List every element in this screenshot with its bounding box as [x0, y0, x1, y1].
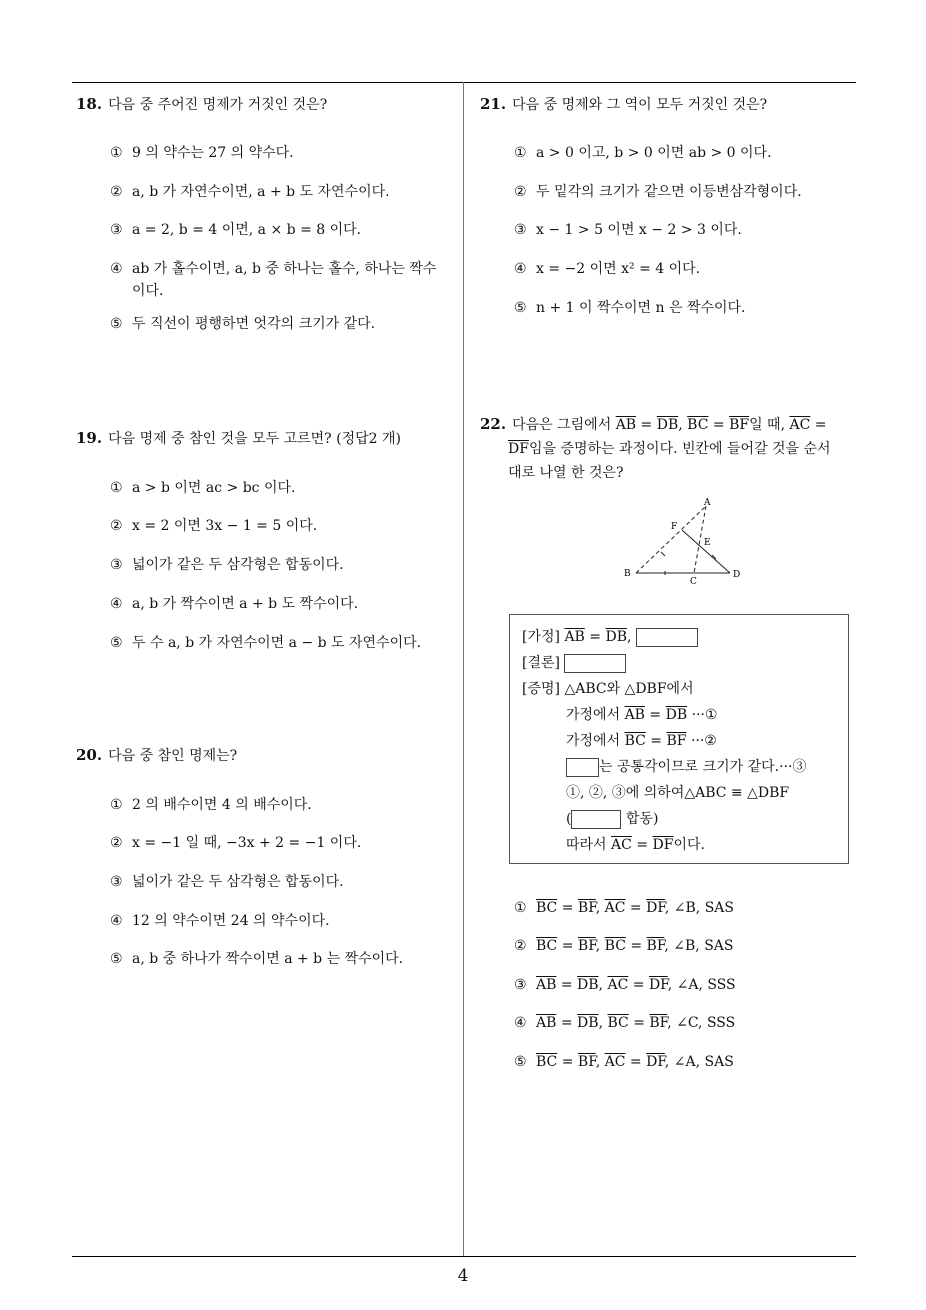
option-number: ② [514, 938, 527, 954]
proof-text: △ABC와 △DBF에서 [564, 681, 694, 697]
option-5[interactable] [514, 297, 746, 319]
option-text: 12 의 약수이면 24 의 약수이다. [132, 913, 330, 929]
option-text: 두 밑각의 크기가 같으면 이등변삼각형이다. [536, 184, 802, 200]
option-4[interactable]: ④ $\overline{AB} = \overline{DB}$, $\overline{BC} = \overline{BF}$, ∠C, SSS [514, 1012, 735, 1034]
option-seg: $\overline{DF}$ [646, 900, 665, 916]
equals: = [629, 1054, 642, 1070]
option-number: ③ [110, 222, 123, 238]
option-text: 두 직선이 평행하면 엇각의 크기가 같다. [132, 316, 376, 332]
option-text: 넓이가 같은 두 삼각형은 합동이다. [132, 874, 344, 890]
segment-db: $\overline{DB}$ [656, 417, 679, 433]
option-5[interactable] [110, 313, 375, 335]
option-number: ③ [514, 222, 527, 238]
option-4[interactable] [514, 258, 700, 280]
option-seg: $\overline{BC}$ [536, 938, 558, 954]
option-seg: $\overline{AC}$ [604, 1054, 626, 1070]
option-text: 넓이가 같은 두 삼각형은 합동이다. [132, 557, 344, 573]
equals: = [636, 837, 649, 853]
question-20-title [76, 745, 237, 767]
page-number: 4 [457, 1266, 469, 1286]
option-1[interactable] [110, 794, 312, 816]
proof-text: 따라서 [566, 837, 607, 853]
option-3[interactable] [514, 219, 742, 241]
equals: = [650, 733, 663, 749]
question-19-title [76, 428, 401, 450]
segment-db: $\overline{DB}$ [665, 707, 688, 723]
option-3[interactable] [110, 871, 344, 893]
option-text: a = 2, b = 4 이면, a × b = 8 이다. [132, 222, 362, 238]
option-seg: $\overline{BF}$ [646, 938, 665, 954]
option-seg: $\overline{BF}$ [577, 900, 596, 916]
vertex-label-d: D [733, 570, 741, 580]
option-number: ① [514, 145, 527, 161]
question-text: 다음 중 명제와 그 역이 모두 거짓인 것은? [512, 97, 768, 113]
option-seg: $\overline{AB}$ [536, 1015, 557, 1031]
option-text: ab 가 홀수이면, a, b 중 하나는 홀수, 하나는 짝수이다. [132, 261, 437, 299]
vertex-label-a: A [704, 498, 711, 508]
option-3[interactable] [110, 554, 344, 576]
proof-text: ( [566, 811, 572, 827]
option-seg: $\overline{BC}$ [607, 1015, 629, 1031]
option-text: a, b 중 하나가 짝수이면 a + b 는 짝수이다. [132, 951, 404, 967]
question-text: 다음 명제 중 참인 것을 모두 고르면? (정답2 개) [108, 431, 401, 447]
segment-df: $\overline{DF}$ [508, 441, 529, 457]
option-text: x = −1 일 때, −3x + 2 = −1 이다. [132, 835, 362, 851]
proof-label: [증명] [522, 681, 560, 697]
option-seg: $\overline{AC}$ [607, 977, 629, 993]
segment-ab: $\overline{AB}$ [624, 707, 645, 723]
question-text: 다음은 그림에서 [512, 417, 612, 433]
question-number: 21. [480, 95, 507, 113]
equals: = [560, 977, 573, 993]
equals: = [561, 938, 574, 954]
option-number: ④ [110, 261, 123, 277]
question-number: 18. [76, 95, 103, 113]
tick-mark [661, 552, 665, 556]
segment-bc: $\overline{BC}$ [624, 733, 646, 749]
option-tail: ∠B, SAS [673, 938, 734, 954]
option-number: ② [514, 184, 527, 200]
option-tail: ∠A, SSS [676, 977, 736, 993]
option-1[interactable] [514, 142, 772, 164]
question-text: 임을 증명하는 과정이다. 빈칸에 들어갈 것을 순서 [528, 441, 831, 457]
segment-bc: $\overline{BC}$ [687, 417, 709, 433]
option-number: ⑤ [110, 635, 123, 651]
option-seg: $\overline{DF}$ [646, 1054, 665, 1070]
segment-bf: $\overline{BF}$ [729, 417, 750, 433]
proof-line-4 [566, 757, 806, 777]
bottom-rule [72, 1256, 856, 1257]
option-seg: $\overline{BC}$ [604, 938, 626, 954]
option-number: ③ [110, 557, 123, 573]
option-number: ⑤ [110, 951, 123, 967]
option-3[interactable]: ③ $\overline{AB} = \overline{DB}$, $\overline{AC} = \overline{DF}$, ∠A, SSS [514, 974, 736, 996]
question-22 [480, 412, 860, 485]
equals: = [649, 707, 662, 723]
question-22-line-1: 22. 다음은 그림에서 $\overline{AB} = \overline{DB}$, $\overline{BC} = \overline{BF}$일 때, $\overline{AC}$ = [480, 415, 827, 433]
option-seg: $\overline{DB}$ [577, 977, 599, 993]
option-text: x = 2 이면 3x − 1 = 5 이다. [132, 518, 318, 534]
option-2[interactable] [110, 181, 390, 203]
option-seg: $\overline{BF}$ [577, 1054, 596, 1070]
vertex-label-b: B [624, 569, 631, 579]
segment-df: $\overline{DF}$ [652, 837, 674, 853]
vertex-label-c: C [690, 577, 697, 586]
proof-conclusion [522, 653, 626, 673]
option-seg: $\overline{AB}$ [536, 977, 557, 993]
proof-line-2 [566, 705, 717, 725]
option-1[interactable]: ① $\overline{BC} = \overline{BF}$, $\overline{AC} = \overline{DF}$, ∠B, SAS [514, 897, 734, 919]
option-2[interactable]: ② $\overline{BC} = \overline{BF}$, $\overline{BC} = \overline{BF}$, ∠B, SAS [514, 935, 734, 957]
option-3[interactable] [110, 219, 361, 241]
option-number: ⑤ [514, 300, 527, 316]
question-22-line-2 [480, 437, 860, 461]
question-number: 22. [480, 415, 507, 433]
proof-text: 이다. [673, 837, 705, 853]
option-text: n + 1 이 짝수이면 n 은 짝수이다. [536, 300, 746, 316]
proof-text: 가정에서 [566, 733, 621, 749]
blank-box[interactable] [636, 628, 698, 647]
segment-bf: $\overline{BF}$ [666, 733, 687, 749]
question-18 [76, 94, 327, 116]
option-number: ④ [110, 596, 123, 612]
option-number: ② [110, 835, 123, 851]
option-number: ④ [110, 913, 123, 929]
question-text: 다음 중 주어진 명제가 거짓인 것은? [108, 97, 328, 113]
option-number: ① [514, 900, 527, 916]
option-number: ④ [514, 1015, 527, 1031]
option-seg: $\overline{BC}$ [536, 900, 558, 916]
option-seg: $\overline{BF}$ [649, 1015, 668, 1031]
option-text: x = −2 이면 x² = 4 이다. [536, 261, 701, 277]
hypothesis-label: [가정] [522, 629, 560, 645]
option-seg: $\overline{BF}$ [577, 938, 596, 954]
proof-box [509, 614, 849, 864]
option-seg: $\overline{AC}$ [604, 900, 626, 916]
option-number: ① [110, 480, 123, 496]
option-number: ① [110, 797, 123, 813]
option-2[interactable] [514, 181, 802, 203]
option-seg: $\overline{DB}$ [577, 1015, 599, 1031]
proof-line-5 [566, 783, 789, 803]
option-1[interactable] [110, 477, 295, 499]
equals: = [589, 629, 602, 645]
question-18-title [76, 94, 327, 116]
option-5[interactable] [110, 948, 403, 970]
question-21 [480, 94, 767, 116]
question-21-title [480, 94, 767, 116]
segment-ac: $\overline{AC}$ [789, 417, 811, 433]
blank-box[interactable] [564, 654, 626, 673]
option-number: ③ [110, 874, 123, 890]
option-1[interactable] [110, 142, 294, 164]
proof-text: ①, ②, ③에 의하여△ABC ≡ △DBF [566, 785, 790, 801]
segment-ab: $\overline{AB}$ [564, 629, 585, 645]
option-text: 두 수 a, b 가 자연수이면 a − b 도 자연수이다. [132, 635, 422, 651]
question-text: 다음 중 참인 명제는? [108, 748, 238, 764]
proof-line-7 [566, 835, 705, 855]
option-number: ③ [514, 977, 527, 993]
proof-text: ···② [690, 733, 717, 749]
proof-text: 는 공통각이므로 크기가 같다.···③ [599, 759, 807, 775]
conclusion-label: [결론] [522, 655, 560, 671]
option-number: ⑤ [110, 316, 123, 332]
question-text: 일 때, [749, 417, 786, 433]
option-number: ② [110, 184, 123, 200]
triangle-figure [618, 494, 748, 586]
option-text: x − 1 > 5 이면 x − 2 > 3 이다. [536, 222, 742, 238]
equals: = [561, 900, 574, 916]
proof-line-3 [566, 731, 717, 751]
proof-text: 합동) [625, 811, 659, 827]
option-4[interactable] [110, 258, 445, 302]
top-rule [72, 82, 856, 83]
column-divider [463, 82, 464, 1256]
question-19 [76, 428, 401, 450]
equals: = [632, 977, 645, 993]
question-text: 대로 나열 한 것은? [508, 465, 624, 481]
option-text: a > b 이면 ac > bc 이다. [132, 480, 296, 496]
question-20 [76, 745, 237, 767]
equals: = [630, 938, 643, 954]
option-text: a, b 가 짝수이면 a + b 도 짝수이다. [132, 596, 359, 612]
option-number: ④ [514, 261, 527, 277]
proof-hypothesis: [가정] $\overline{AB} = \overline{DB}$, [522, 627, 698, 647]
option-4[interactable] [110, 593, 358, 615]
segment-line-fd [682, 530, 730, 573]
segment-ac: $\overline{AC}$ [611, 837, 632, 853]
vertex-label-e: E [704, 538, 711, 548]
option-5[interactable] [110, 632, 421, 654]
proof-line-6 [566, 809, 658, 829]
option-seg: $\overline{BC}$ [536, 1054, 558, 1070]
proof-text: ···① [691, 707, 718, 723]
proof-start [522, 679, 694, 699]
option-text: 9 의 약수는 27 의 약수다. [132, 145, 294, 161]
question-22-line-3 [480, 461, 860, 485]
blank-box[interactable] [571, 810, 621, 829]
option-2[interactable] [110, 515, 317, 537]
option-text: 2 의 배수이면 4 의 배수이다. [132, 797, 312, 813]
option-number: ② [110, 518, 123, 534]
segment-db: $\overline{DB}$ [605, 629, 627, 645]
option-2[interactable] [110, 832, 361, 854]
blank-box[interactable] [566, 758, 599, 777]
equals: = [814, 417, 827, 433]
segment-ab: $\overline{AB}$ [615, 417, 637, 433]
equals: = [712, 417, 725, 433]
option-number: ⑤ [514, 1054, 527, 1070]
question-number: 20. [76, 746, 103, 764]
option-number: ① [110, 145, 123, 161]
equals: = [633, 1015, 645, 1031]
proof-text: 가정에서 [566, 707, 621, 723]
equals: = [560, 1015, 573, 1031]
vertex-label-f: F [671, 522, 678, 532]
option-text: a, b 가 자연수이면, a + b 도 자연수이다. [132, 184, 390, 200]
option-text: a > 0 이고, b > 0 이면 ab > 0 이다. [536, 145, 772, 161]
option-4[interactable] [110, 910, 330, 932]
option-seg: $\overline{DF}$ [648, 977, 668, 993]
equals: = [629, 900, 642, 916]
option-tail: ∠C, SSS [676, 1015, 736, 1031]
equals: = [640, 417, 653, 433]
equals: = [561, 1054, 574, 1070]
option-tail: ∠A, SAS [673, 1054, 734, 1070]
option-tail: ∠B, SAS [673, 900, 734, 916]
question-number: 19. [76, 429, 103, 447]
option-5[interactable]: ⑤ $\overline{BC} = \overline{BF}$, $\overline{AC} = \overline{DF}$, ∠A, SAS [514, 1051, 734, 1073]
